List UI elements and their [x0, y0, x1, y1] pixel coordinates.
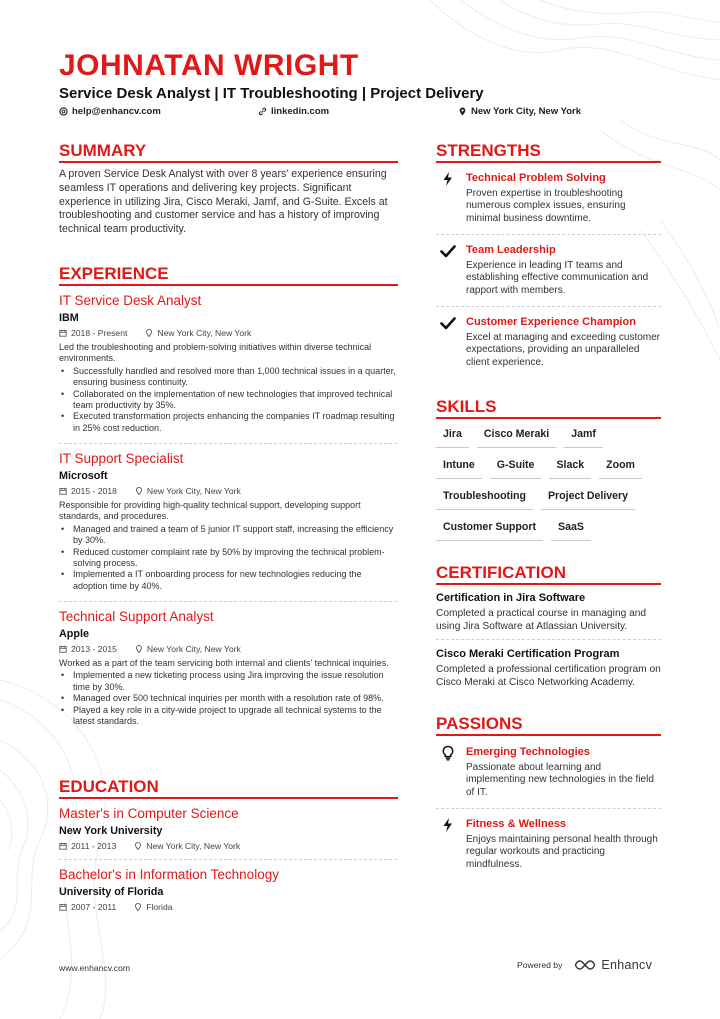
strength-item — [436, 171, 661, 225]
education-dates: 2007 - 2011 — [71, 902, 117, 912]
certification-description: Completed a professional certification program on Cisco Meraki at Cisco Networking Academy. — [436, 664, 661, 688]
lightbulb-icon — [440, 745, 456, 761]
education-meta — [59, 901, 397, 913]
lightning-icon — [440, 171, 456, 187]
check-icon — [440, 243, 456, 259]
job-company: Microsoft — [59, 470, 108, 482]
job-dates: 2018 - Present — [71, 328, 128, 338]
job-entry — [59, 608, 397, 727]
skill-tag: Slack — [549, 458, 591, 479]
skills-rule — [436, 417, 661, 419]
passion-title: Fitness & Wellness — [466, 818, 567, 830]
email-contact[interactable] — [59, 106, 161, 117]
skills-heading: SKILLS — [436, 397, 497, 416]
job-location: New York City, New York — [146, 486, 241, 496]
certification-heading: CERTIFICATION — [436, 563, 567, 582]
job-entry — [59, 450, 397, 592]
lightning-icon — [440, 817, 456, 833]
education-meta — [59, 840, 397, 852]
skill-tag: Intune — [436, 458, 482, 479]
passion-description: Passionate about learning and implementing new technologies in the field of IT. — [466, 762, 654, 798]
passion-item — [436, 745, 661, 799]
education-location: Florida — [146, 902, 173, 912]
job-bullet: • Reduced customer complaint rate by 50% by improving the technical problem-solving process. — [59, 547, 397, 570]
location-pin-icon — [134, 903, 142, 911]
job-entry — [59, 292, 397, 434]
job-meta — [59, 643, 397, 655]
passion-description: Enjoys maintaining personal health through regular workouts and practicing mindfulness. — [466, 834, 658, 870]
passion-item — [436, 817, 661, 871]
calendar-icon — [59, 842, 67, 850]
degree-title: Master's in Computer Science — [59, 806, 239, 821]
skills-row — [436, 427, 662, 448]
enhancv-logo — [574, 958, 652, 972]
job-company: Apple — [59, 628, 89, 640]
calendar-icon — [59, 329, 67, 337]
education-dates: 2011 - 2013 — [71, 841, 117, 851]
skill-tag: Jamf — [564, 427, 603, 448]
job-location: New York City, New York — [146, 644, 241, 654]
job-bullet: • Implemented a IT onboarding process for new technologies reducing the adoption time by 40%. — [59, 569, 397, 592]
divider — [59, 443, 397, 444]
certification-item — [436, 647, 662, 689]
job-meta — [59, 485, 397, 497]
location-pin-icon — [458, 107, 467, 116]
job-company: IBM — [59, 312, 79, 324]
strengths-heading: STRENGTHS — [436, 141, 541, 160]
divider — [436, 808, 661, 809]
passions-heading: PASSIONS — [436, 714, 523, 733]
strength-title: Technical Problem Solving — [466, 172, 606, 184]
skills-list — [436, 427, 662, 551]
divider — [59, 601, 397, 602]
degree-title: Bachelor's in Information Technology — [59, 867, 279, 882]
skill-tag: Customer Support — [436, 520, 543, 541]
at-icon — [59, 107, 68, 116]
passions-rule — [436, 734, 661, 736]
job-dates: 2013 - 2015 — [71, 644, 117, 654]
candidate-title: Service Desk Analyst | IT Troubleshooting | Project Delivery — [59, 85, 484, 102]
job-dates: 2015 - 2018 — [71, 486, 117, 496]
calendar-icon — [59, 487, 67, 495]
job-bullet: • Implemented a new ticketing process using Jira improving the issue resolution time by 30%. — [59, 670, 397, 693]
certification-description: Completed a practical course in managing and using Jira Software at Atlassian University. — [436, 608, 647, 632]
strengths-rule — [436, 161, 661, 163]
email-text: help@enhancv.com — [72, 106, 161, 117]
check-icon — [440, 315, 456, 331]
location-pin-icon — [135, 645, 143, 653]
calendar-icon — [59, 645, 67, 653]
education-location: New York City, New York — [146, 841, 241, 851]
skill-tag: Troubleshooting — [436, 489, 533, 510]
footer-branding[interactable] — [517, 958, 652, 972]
location-pin-icon — [134, 842, 142, 850]
job-meta — [59, 327, 397, 339]
skill-tag: Cisco Meraki — [477, 427, 556, 448]
school-name: University of Florida — [59, 886, 164, 898]
experience-rule — [59, 284, 398, 286]
job-description: Worked as a part of the team servicing both internal and clients' technical inquiries. — [59, 658, 389, 668]
skills-row — [436, 520, 662, 541]
job-title: IT Service Desk Analyst — [59, 293, 202, 308]
job-bullet: • Successfully handled and resolved more than 1,000 technical issues in a quarter, ensuring business continuity. — [59, 366, 397, 389]
job-bullet: • Managed and trained a team of 5 junior IT support staff, increasing the efficiency by 30%. — [59, 524, 397, 547]
footer-website[interactable]: www.enhancv.com — [59, 963, 131, 973]
candidate-name: JOHNATAN WRIGHT — [59, 49, 359, 82]
job-bullet: • Collaborated on the implementation of new technologies that improved technical team productivity by 35%. — [59, 389, 397, 412]
location-pin-icon — [135, 487, 143, 495]
job-bullet: • Managed over 500 technical inquiries per month with a resolution rate of 98%. — [59, 693, 397, 704]
strength-title: Customer Experience Champion — [466, 316, 636, 328]
strength-description: Experience in leading IT teams and establishing effective communication and rapport with members. — [466, 260, 649, 296]
skill-tag: Project Delivery — [541, 489, 635, 510]
certification-rule — [436, 583, 661, 585]
job-location: New York City, New York — [157, 328, 252, 338]
certification-title: Cisco Meraki Certification Program — [436, 648, 620, 660]
divider — [436, 639, 661, 640]
location-contact — [458, 106, 581, 117]
job-bullets — [59, 524, 397, 592]
brand-name: Enhancv — [601, 958, 653, 972]
linkedin-contact[interactable] — [258, 106, 329, 117]
job-description: Led the troubleshooting and problem-solving initiatives within diverse technical environments. — [59, 342, 372, 364]
powered-by-text: Powered by — [517, 960, 563, 970]
certification-title: Certification in Jira Software — [436, 592, 586, 604]
link-icon — [258, 107, 267, 116]
divider — [436, 234, 661, 235]
school-name: New York University — [59, 825, 163, 837]
location-pin-icon — [145, 329, 153, 337]
skill-tag: Zoom — [599, 458, 642, 479]
experience-heading: EXPERIENCE — [59, 264, 169, 283]
strength-description: Excel at managing and exceeding customer expectations, providing an unparalleled client experience. — [466, 332, 661, 368]
passion-title: Emerging Technologies — [466, 746, 590, 758]
skill-tag: Jira — [436, 427, 469, 448]
certification-item — [436, 591, 662, 633]
infinity-logo-icon — [574, 959, 596, 971]
strength-item — [436, 315, 661, 369]
summary-rule — [59, 161, 398, 163]
job-title: Technical Support Analyst — [59, 609, 214, 624]
strength-description: Proven expertise in troubleshooting numerous complex issues, ensuring minimal business downtime. — [466, 188, 626, 224]
job-title: IT Support Specialist — [59, 451, 184, 466]
job-bullets — [59, 670, 397, 727]
job-bullets — [59, 366, 397, 434]
divider — [436, 306, 661, 307]
skill-tag: SaaS — [551, 520, 591, 541]
job-bullet: • Played a key role in a city-wide project to upgrade all technical systems to the latest standards. — [59, 705, 397, 728]
skill-tag: G-Suite — [490, 458, 542, 479]
skills-row — [436, 489, 662, 510]
education-entry — [59, 866, 397, 913]
strength-title: Team Leadership — [466, 244, 556, 256]
location-text: New York City, New York — [471, 106, 581, 117]
education-heading: EDUCATION — [59, 777, 159, 796]
divider — [59, 859, 397, 860]
skills-row — [436, 458, 662, 479]
strength-item — [436, 243, 661, 297]
job-bullet: • Executed transformation projects enhancing the companies IT roadmap resulting in 25% cost reduction. — [59, 411, 397, 434]
job-description: Responsible for providing high-quality technical support, developing support standards, and procedures. — [59, 500, 361, 522]
education-entry — [59, 805, 397, 852]
calendar-icon — [59, 903, 67, 911]
linkedin-text: linkedin.com — [271, 106, 330, 117]
summary-heading: SUMMARY — [59, 141, 147, 160]
education-rule — [59, 797, 398, 799]
summary-text: A proven Service Desk Analyst with over 8 years' experience ensuring seamless IT operations and delivering key projects. Significant experience in utilizing Jira, Cisco Meraki, Jamf, and G-Suite. Excels at troubleshooting and customer service and has a history of improving technical team productivity. — [59, 168, 388, 236]
